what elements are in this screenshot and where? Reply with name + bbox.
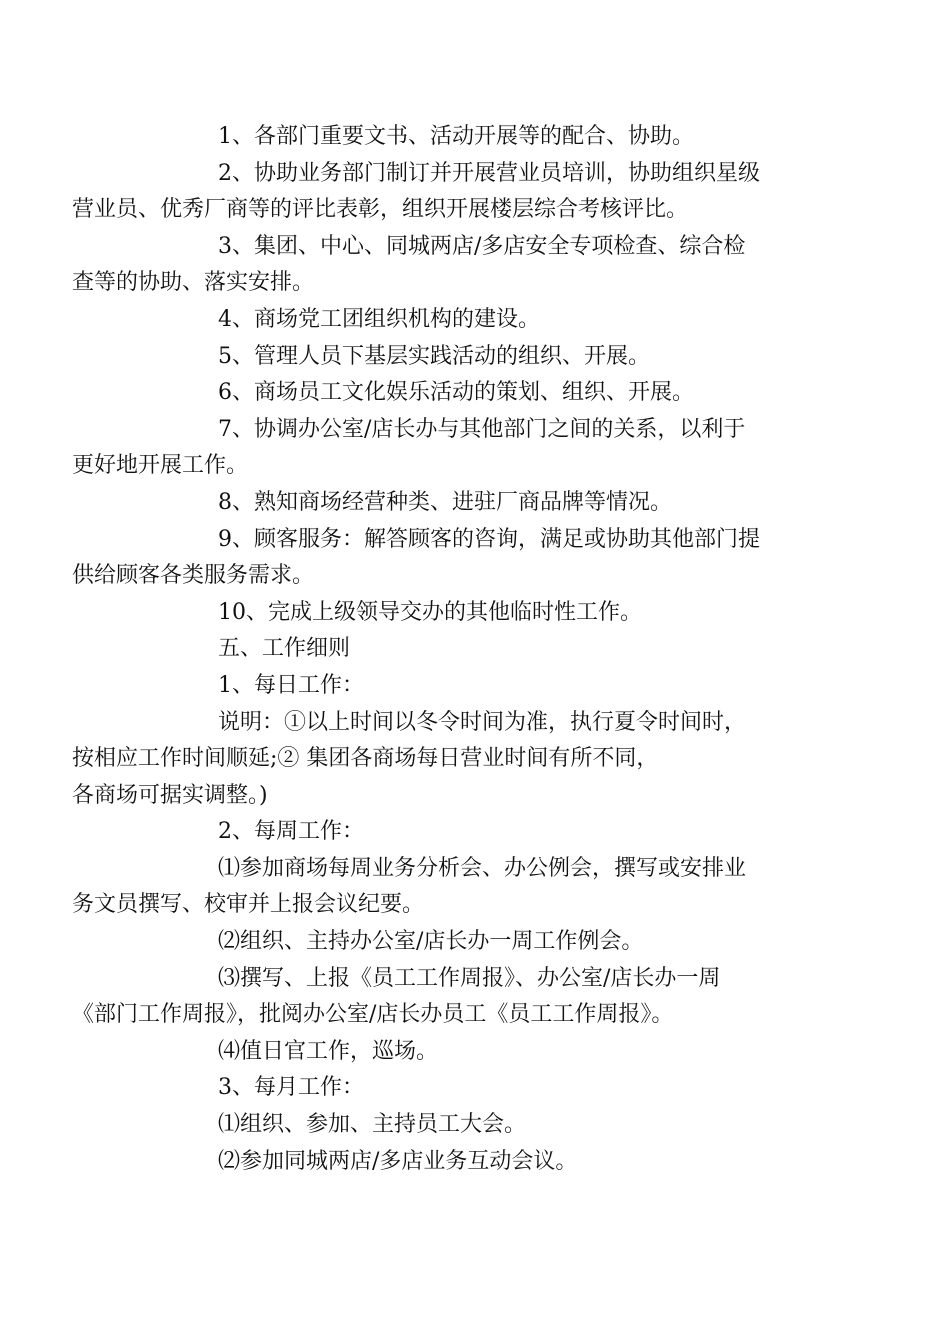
text-line: 查等的协助、落实安排。 [72,270,315,296]
text-line: 五、工作细则 [218,636,351,662]
section-heading [145,631,810,668]
text-line: 《部门工作周报》，批阅办公室/店长办员工《员工工作周报》。 [72,1002,674,1028]
text-line: 2、协助业务部门制订并开展营业员培训，协助组织星级 [218,160,760,186]
subheading-weekly [145,814,810,851]
text-line: 4、商场党工团组织机构的建设。 [218,306,540,332]
weekly-item-1 [72,851,810,924]
document-body [72,119,810,1180]
paragraph-note [72,705,810,815]
subheading-monthly [145,1070,810,1107]
text-line: 1、各部门重要文书、活动开展等的配合、协助。 [218,124,694,149]
text-line: 8、熟知商场经营种类、进驻厂商品牌等情况。 [218,489,672,515]
paragraph-4 [145,302,810,339]
paragraph-9 [72,522,810,595]
weekly-item-2 [145,924,810,961]
text-line: 更好地开展工作。 [72,453,249,479]
monthly-item-1 [145,1107,810,1144]
text-line: 按相应工作时间顺延;② 集团各商场每日营业时间有所不同， [72,746,659,772]
text-line: 营业员、优秀厂商等的评比表彰，组织开展楼层综合考核评比。 [72,197,689,223]
text-line: 9、顾客服务：解答顾客的咨询，满足或协助其他部门提 [218,526,760,552]
text-line: 2、每周工作： [218,819,364,845]
subheading-daily [145,668,810,705]
text-line: 供给顾客各类服务需求。 [72,563,315,589]
text-line: ⑴参加商场每周业务分析会、办公例会，撰写或安排业 [218,855,747,881]
text-line: ⑴组织、参加、主持员工大会。 [218,1112,527,1138]
weekly-item-3 [72,961,810,1034]
text-line: 3、集团、中心、同城两店/多店安全专项检查、综合检 [218,233,746,259]
text-line: ⑵参加同城两店/多店业务互动会议。 [218,1148,578,1174]
paragraph-6 [145,375,810,412]
paragraph-8 [145,485,810,522]
text-line: 7、协调办公室/店长办与其他部门之间的关系，以利于 [218,416,746,442]
text-line: 3、每月工作： [218,1075,364,1101]
paragraph-3 [72,229,810,302]
paragraph-10 [145,595,810,632]
text-line: ⑷值日官工作，巡场。 [218,1038,439,1064]
text-line: 1、每日工作： [218,672,364,698]
paragraph-5 [145,339,810,376]
paragraph-7 [72,412,810,485]
text-line: 6、商场员工文化娱乐活动的策划、组织、开展。 [218,380,694,406]
text-line: ⑶撰写、上报《员工工作周报》、办公室/店长办一周 [218,965,721,991]
text-line: 说明：①以上时间以冬令时间为准，执行夏令时间时， [218,709,747,735]
text-line: 5、管理人员下基层实践活动的组织、开展。 [218,343,650,369]
text-line: 务文员撰写、校审并上报会议纪要。 [72,892,425,918]
text-line: ⑵组织、主持办公室/店长办一周工作例会。 [218,929,644,955]
paragraph-2 [72,156,810,229]
monthly-item-2 [145,1144,810,1181]
text-line: 各商场可据实调整。) [72,782,268,808]
weekly-item-4 [145,1034,810,1071]
paragraph-1 [145,119,810,156]
text-line: 10、完成上级领导交办的其他临时性工作。 [218,599,642,625]
